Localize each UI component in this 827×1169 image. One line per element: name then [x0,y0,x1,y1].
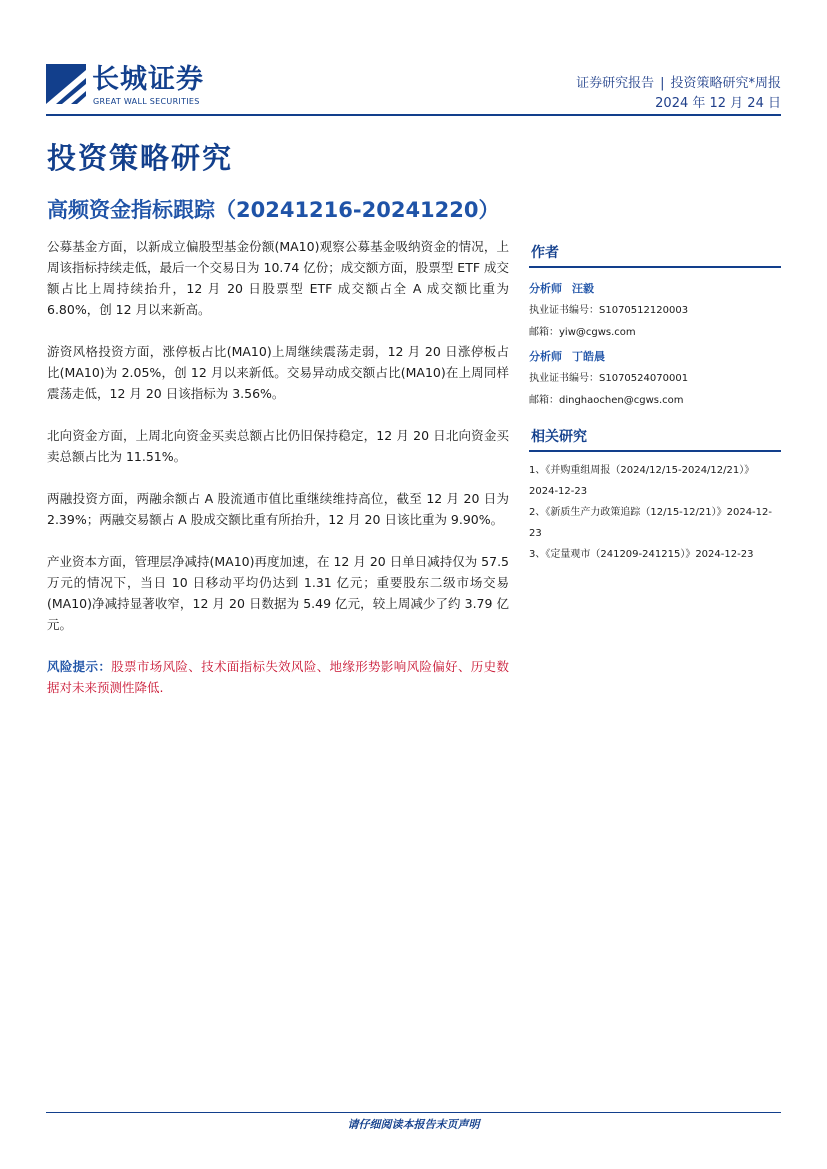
authors-heading: 作者 [529,240,781,268]
cert-label: 执业证书编号： [529,373,599,384]
report-body [47,236,509,719]
analyst-role: 分析师 [529,350,562,363]
footer-rule [46,1112,781,1113]
logo-chinese-name: 长城证券 [92,64,204,95]
report-subtitle: 高频资金指标跟踪（20241216-20241220） [47,198,500,222]
cert-number: S1070512120003 [599,305,689,316]
report-date: 2024 年 12 月 24 日 [655,96,781,111]
report-type: 证券研究报告 [576,76,655,91]
email-address[interactable]: yiw@cgws.com [559,327,636,338]
paragraph-industrial-capital: 产业资本方面，管理层净减持(MA10)再度加速，在 12 月 20 日单日减持仅为 57.5 万元的情况下，当日 10 日移动平均仍达到 1.31 亿元；重要股东二级市场交易(MA10)净减持显著收窄，12 月 20 日数据为 5.49 亿元，较上周减少了约 3.79 亿元。 [47,554,510,632]
report-header-info [576,74,781,114]
sidebar [529,240,781,565]
page-title: 投资策略研究 [47,141,234,175]
footer-disclaimer: 请仔细阅读本报告末页声明 [347,1118,480,1131]
email-address[interactable]: dinghaochen@cgws.com [559,395,684,406]
paragraph-fund: 公募基金方面，以新成立偏股型基金份额(MA10)观察公募基金吸纳资金的情况，上周该指标持续走低，最后一个交易日为 10.74 亿份；成交额方面，股票型 ETF 成交额占比上周持续抬升，12 月 20 日股票型 ETF 成交额占全 A 成交额比重为 6.80%，创 12 月以来新高。 [47,239,509,317]
risk-text: 股票市场风险、技术面指标失效风险、地缘形势影响风险偏好、历史数据对未来预测性降低. [47,659,509,695]
header-divider: | [660,76,665,91]
paragraph-margin: 两融投资方面，两融余额占 A 股流通市值比重继续维持高位，截至 12 月 20 日为 2.39%；两融交易额占 A 股成交额比重有所抬升，12 月 20 日该比重为 9.90%。 [47,491,509,527]
company-logo [46,64,226,108]
related-heading: 相关研究 [529,424,781,452]
cert-number: S1070524070001 [599,373,689,384]
analyst-card [529,278,781,344]
report-category: 投资策略研究*周报 [670,76,781,91]
great-wall-logo-icon [46,64,86,104]
email-label: 邮箱： [529,327,559,338]
paragraph-northbound: 北向资金方面，上周北向资金买卖总额占比仍旧保持稳定，12 月 20 日北向资金买卖总额占比为 11.51%。 [47,428,509,464]
related-item[interactable]: 3、《定量观市（241209-241215）》2024-12-23 [529,549,754,560]
logo-english-name: GREAT WALL SECURITIES [93,97,200,106]
analyst-name: 丁皓晨 [572,350,605,363]
risk-warning [47,656,509,698]
risk-label: 风险提示： [47,659,112,674]
paragraph-hot-money: 游资风格投资方面，涨停板占比(MA10)上周继续震荡走弱，12 月 20 日涨停板占比(MA10)为 2.05%，创 12 月以来新低。交易异动成交额占比(MA10)在上周同样震荡走低，12 月 20 日该指标为 3.56%。 [47,344,509,401]
email-label: 邮箱： [529,395,559,406]
header-rule [46,114,781,116]
related-item[interactable]: 2、《新质生产力政策追踪（12/15-12/21）》2024-12-23 [529,507,772,539]
cert-label: 执业证书编号： [529,305,599,316]
analyst-card [529,346,781,412]
related-item[interactable]: 1、《并购重组周报（2024/12/15-2024/12/21）》 2024-12-23 [529,465,755,497]
analyst-role: 分析师 [529,282,562,295]
related-research [529,424,781,565]
analyst-name: 汪毅 [572,282,594,295]
